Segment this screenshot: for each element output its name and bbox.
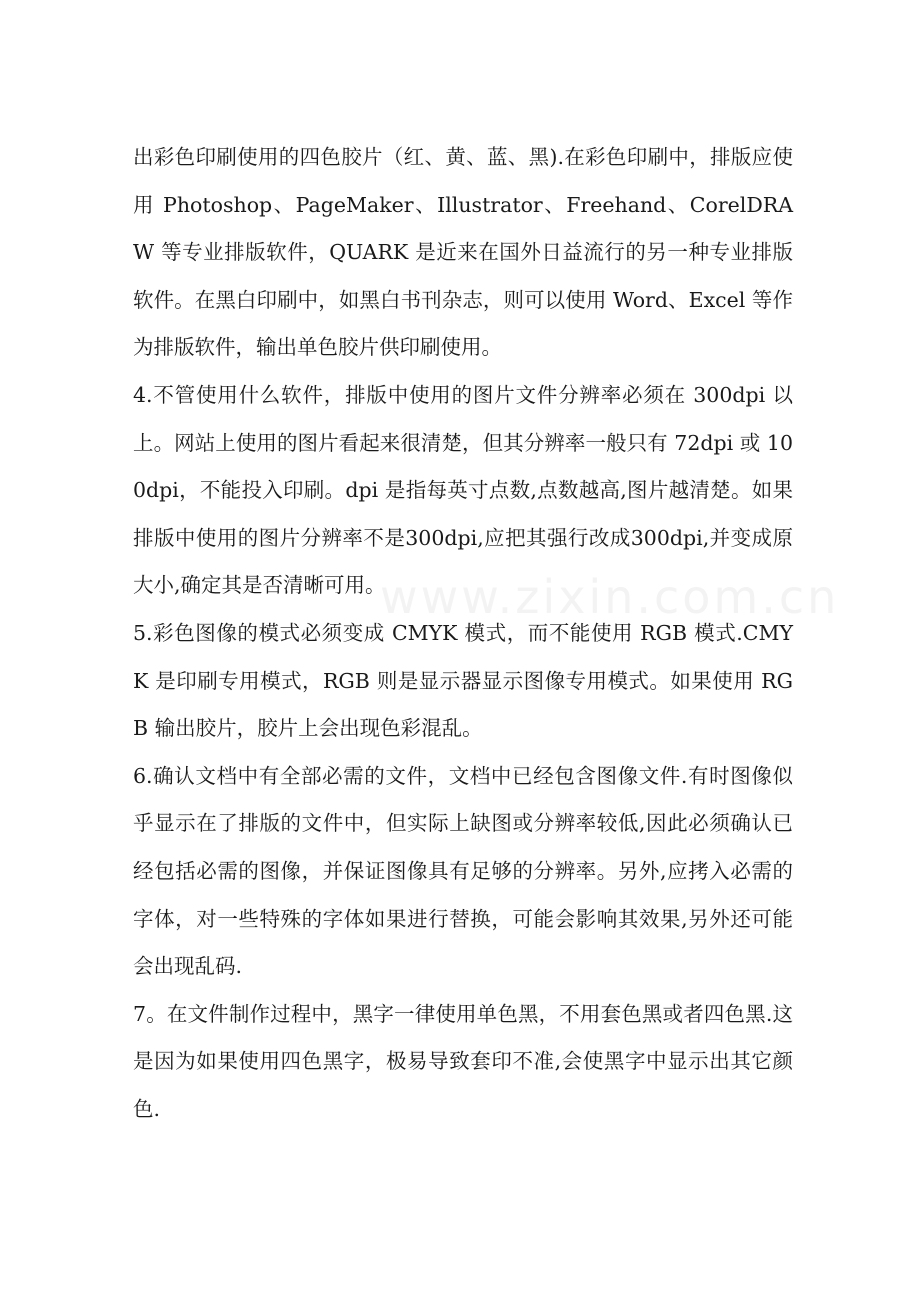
paragraph-item-5: 5.彩色图像的模式必须变成 CMYK 模式，而不能使用 RGB 模式.CMYK 是印刷专用模式，RGB 则是显示器显示图像专用模式。如果使用 RGB 输出胶片，胶片上会出现色彩混乱。 — [133, 620, 793, 741]
paragraph-item-6: 6.确认文档中有全部必需的文件，文档中已经包含图像文件.有时图像似乎显示在了排版的文件中，但实际上缺图或分辨率较低,因此必须确认已经包括必需的图像，并保证图像具有足够的分辨率。另外,应拷入必需的字体，对一些特殊的字体如果进行替换，可能会影响其效果,另外还可能会出现乱码. — [133, 763, 793, 979]
document-body — [133, 134, 793, 1133]
paragraph-intro: 出彩色印刷使用的四色胶片（红、黄、蓝、黑).在彩色印刷中，排版应使用 Photoshop、PageMaker、Illustrator、Freehand、CorelDRAW 等专业排版软件，QUARK 是近来在国外日益流行的另一种专业排版软件。在黑白印刷中，如黑白书刊杂志，则可以使用 Word、Excel 等作为排版软件，输出单色胶片供印刷使用。 — [133, 145, 793, 360]
paragraph-item-7: 7。在文件制作过程中，黑字一律使用单色黑，不用套色黑或者四色黑.这是因为如果使用四色黑字，极易导致套印不准,会使黑字中显示出其它颜色. — [133, 1001, 793, 1121]
paragraph-item-4: 4.不管使用什么软件，排版中使用的图片文件分辨率必须在 300dpi 以上。网站上使用的图片看起来很清楚，但其分辨率一般只有 72dpi 或 100dpi，不能投入印刷。dpi 是指每英寸点数,点数越高,图片越清楚。如果排版中使用的图片分辨率不是300dpi,应把其强行改成300dpi,并变成原大小,确定其是否清晰可用。 — [133, 382, 793, 598]
watermark: www.zixin.com.cn — [380, 570, 840, 624]
